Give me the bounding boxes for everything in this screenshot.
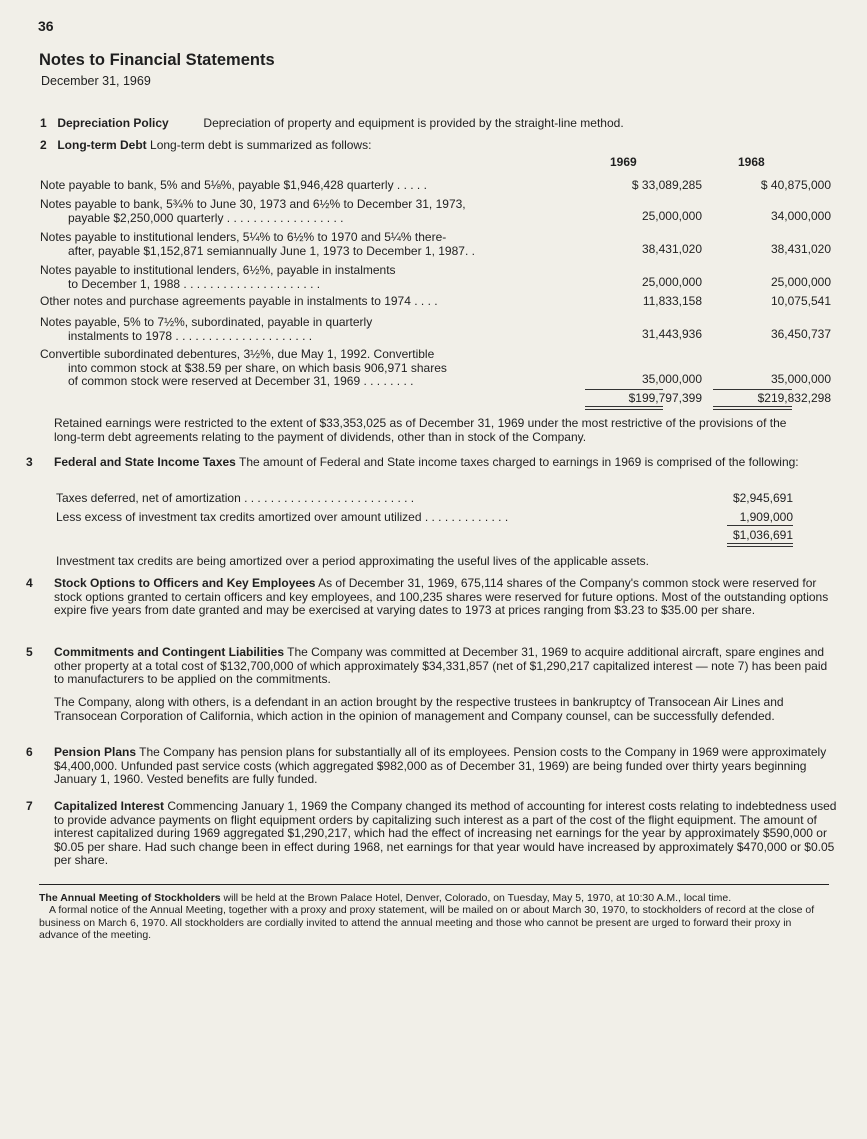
note-heading: Capitalized Interest bbox=[54, 799, 165, 813]
tax-total-value: $1,036,691 bbox=[732, 528, 793, 542]
column-header-1968: 1968 bbox=[738, 155, 765, 169]
table-row bbox=[40, 315, 831, 344]
note-7 bbox=[26, 799, 838, 868]
note-text: Commencing January 1, 1969 the Company changed its method of accounting for interest costs relating to indebtedness used to provide advance payments on flight equipment orders by capitalizing such interest as a part of the cost of the flight equipment. The amount of interest capitalized during 1969 aggregated $1,290,217, which had the effect of increasing net earnings for the year by approximately $590,000 or $0.05 per share. Had such change been in effect during 1968, net earnings for that year would have increased by approximately $470,000 or $0.05 per share. bbox=[54, 799, 837, 868]
row-label-cont: into common stock at $38.59 per share, on which basis 906,971 shares bbox=[68, 360, 447, 375]
note-3 bbox=[26, 455, 814, 470]
row-label: Other notes and purchase agreements payable in instalments to 1974 . . . . bbox=[40, 294, 438, 308]
value-1969: 25,000,000 bbox=[641, 275, 702, 289]
note-number: 3 bbox=[26, 455, 33, 469]
row-label: Notes payable, 5% to 7½%, subordinated, payable in quarterly bbox=[40, 315, 373, 329]
investment-tax-note: Investment tax credits are being amortized over a period approximating the useful lives of the applicable assets. bbox=[56, 554, 649, 568]
value-1969: $ 33,089,285 bbox=[631, 178, 702, 192]
note-text: Depreciation of property and equipment is provided by the straight-line method. bbox=[203, 116, 624, 130]
tax-subtotal-rule bbox=[727, 525, 793, 526]
note-number: 7 bbox=[26, 799, 33, 813]
note-1 bbox=[40, 116, 820, 130]
table-row bbox=[40, 347, 831, 390]
value-1968: 25,000,000 bbox=[770, 275, 831, 289]
table-row bbox=[40, 294, 831, 309]
value-1968: 10,075,541 bbox=[770, 294, 831, 308]
value-1968: $ 40,875,000 bbox=[760, 178, 831, 192]
note-text: The Company has pension plans for substantially all of its employees. Pension costs to the Company in 1969 were approximately $4,400,000. Unfunded past service costs (which aggregated $982,000 as of December 31, 1969) are being funded over thirty years beginning January 1, 1960. Vested benefits are fully funded. bbox=[54, 745, 827, 787]
value-1969: 31,443,936 bbox=[641, 327, 702, 341]
note-number: 4 bbox=[26, 576, 33, 590]
value-1968: 38,431,020 bbox=[770, 242, 831, 256]
value-1969: 25,000,000 bbox=[641, 209, 702, 223]
meeting-heading: The Annual Meeting of Stockholders bbox=[39, 892, 221, 904]
total-double-rule-1968 bbox=[713, 406, 792, 410]
total-double-rule-1969 bbox=[585, 406, 663, 410]
row-label-cont: after, payable $1,152,871 semiannually June 1, 1973 to December 1, 1987. . bbox=[68, 243, 475, 258]
table-row bbox=[40, 197, 831, 226]
page-title: Notes to Financial Statements bbox=[39, 51, 275, 69]
note-heading: Depreciation Policy bbox=[57, 116, 169, 130]
retained-earnings-note: Retained earnings were restricted to the extent of $33,353,025 as of December 31, 1969 under the most restrictive of the provisions of the long-term debt agreements relating to the payment of dividends, other than in stock of the Company. bbox=[54, 416, 787, 444]
row-label: Notes payable to bank, 5¾% to June 30, 1973 and 6½% to December 31, 1973, bbox=[40, 197, 466, 211]
tax-row bbox=[56, 510, 793, 524]
note-heading: Stock Options to Officers and Key Employees bbox=[54, 576, 316, 590]
note-text: As of December 31, 1969, 675,114 shares of the Company's common stock were reserved for stock options granted to certain officers and key employees, and 100,235 shares were reserved for future options. Most of the outstanding options expire five years from date granted and may be exercised at varying dates to 1973 at prices ranging from $3.23 to $35.00 per share. bbox=[54, 576, 829, 618]
tax-row-value: 1,909,000 bbox=[739, 510, 793, 524]
section-divider bbox=[39, 884, 829, 885]
row-label-cont: of common stock were reserved at December 31, 1969 . . . . . . . . bbox=[68, 374, 414, 389]
value-1969: 38,431,020 bbox=[641, 242, 702, 256]
note-heading: Pension Plans bbox=[54, 745, 137, 759]
value-1969: 35,000,000 bbox=[641, 372, 702, 386]
note-number: 6 bbox=[26, 745, 33, 759]
tax-row bbox=[56, 491, 793, 505]
note-5-lawsuit: The Company, along with others, is a defendant in an action brought by the respective trustees in bankruptcy of Transocean Air Lines and Transocean Corporation of California, which action in the opinion of management and Company counsel, can be successfully defended. bbox=[54, 695, 784, 723]
table-row bbox=[40, 230, 831, 259]
note-number: 2 bbox=[40, 138, 47, 152]
note-heading: Long-term Debt bbox=[57, 138, 147, 152]
note-heading: Commitments and Contingent Liabilities bbox=[54, 645, 285, 659]
note-text: Long-term debt is summarized as follows: bbox=[150, 138, 372, 152]
note-text: The amount of Federal and State income taxes charged to earnings in 1969 is comprised of the following: bbox=[238, 455, 799, 469]
row-label-cont: to December 1, 1988 . . . . . . . . . . . . . . . . . . . . . bbox=[68, 276, 321, 291]
total-row bbox=[40, 391, 831, 406]
tax-row-label: Taxes deferred, net of amortization . . . . . . . . . . . . . . . . . . . . . . . . . . bbox=[56, 491, 415, 505]
row-label: Note payable to bank, 5% and 5⅛%, payable $1,946,428 quarterly . . . . . bbox=[40, 178, 427, 192]
tax-row-label: Less excess of investment tax credits amortized over amount utilized . . . . . . . . . . . . . bbox=[56, 510, 509, 524]
value-1968: 35,000,000 bbox=[770, 372, 831, 386]
meeting-line-2: A formal notice of the Annual Meeting, together with a proxy and proxy statement, will be mailed on or about March 30, 1970, to stockholders of record at the close of business on March 6, 1970. All stockholders are cordially invited to attend the annual meeting and those who cannot be present are urged to forward their proxy in advance of the meeting. bbox=[39, 904, 815, 942]
column-header-1969: 1969 bbox=[610, 155, 637, 169]
value-1969: 11,833,158 bbox=[642, 294, 702, 308]
row-label: Notes payable to institutional lenders, 6½%, payable in instalments bbox=[40, 263, 396, 277]
tax-row-value: $2,945,691 bbox=[732, 491, 793, 505]
table-row bbox=[40, 178, 831, 193]
table-row bbox=[40, 263, 831, 292]
note-number: 1 bbox=[40, 116, 47, 130]
tax-total-double-rule bbox=[727, 543, 793, 547]
subtotal-rule-1969 bbox=[585, 389, 663, 390]
total-1968: $219,832,298 bbox=[757, 391, 831, 405]
note-4 bbox=[26, 576, 838, 618]
annual-meeting-notice bbox=[39, 892, 829, 942]
note-5 bbox=[26, 645, 838, 687]
row-label: Convertible subordinated debentures, 3½%, due May 1, 1992. Convertible bbox=[40, 347, 435, 361]
meeting-line-1: will be held at the Brown Palace Hotel, Denver, Colorado, on Tuesday, May 5, 1970, at 10:30 A.M., local time. bbox=[223, 892, 732, 904]
note-heading: Federal and State Income Taxes bbox=[54, 455, 236, 469]
value-1968: 36,450,737 bbox=[770, 327, 831, 341]
value-1968: 34,000,000 bbox=[770, 209, 831, 223]
note-number: 5 bbox=[26, 645, 33, 659]
page-number: 36 bbox=[38, 18, 54, 34]
row-label-cont: instalments to 1978 . . . . . . . . . . . . . . . . . . . . . bbox=[68, 328, 313, 343]
statement-date: December 31, 1969 bbox=[41, 74, 151, 88]
row-label: Notes payable to institutional lenders, 5¼% to 6½% to 1970 and 5¼% there- bbox=[40, 230, 447, 244]
subtotal-rule-1968 bbox=[713, 389, 792, 390]
note-6 bbox=[26, 745, 838, 787]
total-1969: $199,797,399 bbox=[628, 391, 702, 405]
note-text: The Company was committed at December 31, 1969 to acquire additional aircraft, spare engines and other property at a total cost of $132,700,000 of which approximately $34,331,857 (net of $1,290,217 capitalized interest — note 7) has been paid to manufacturers to be applied on the commitments. bbox=[54, 645, 828, 687]
row-label-cont: payable $2,250,000 quarterly . . . . . . . . . . . . . . . . . . bbox=[68, 210, 344, 225]
note-2 bbox=[40, 138, 820, 152]
